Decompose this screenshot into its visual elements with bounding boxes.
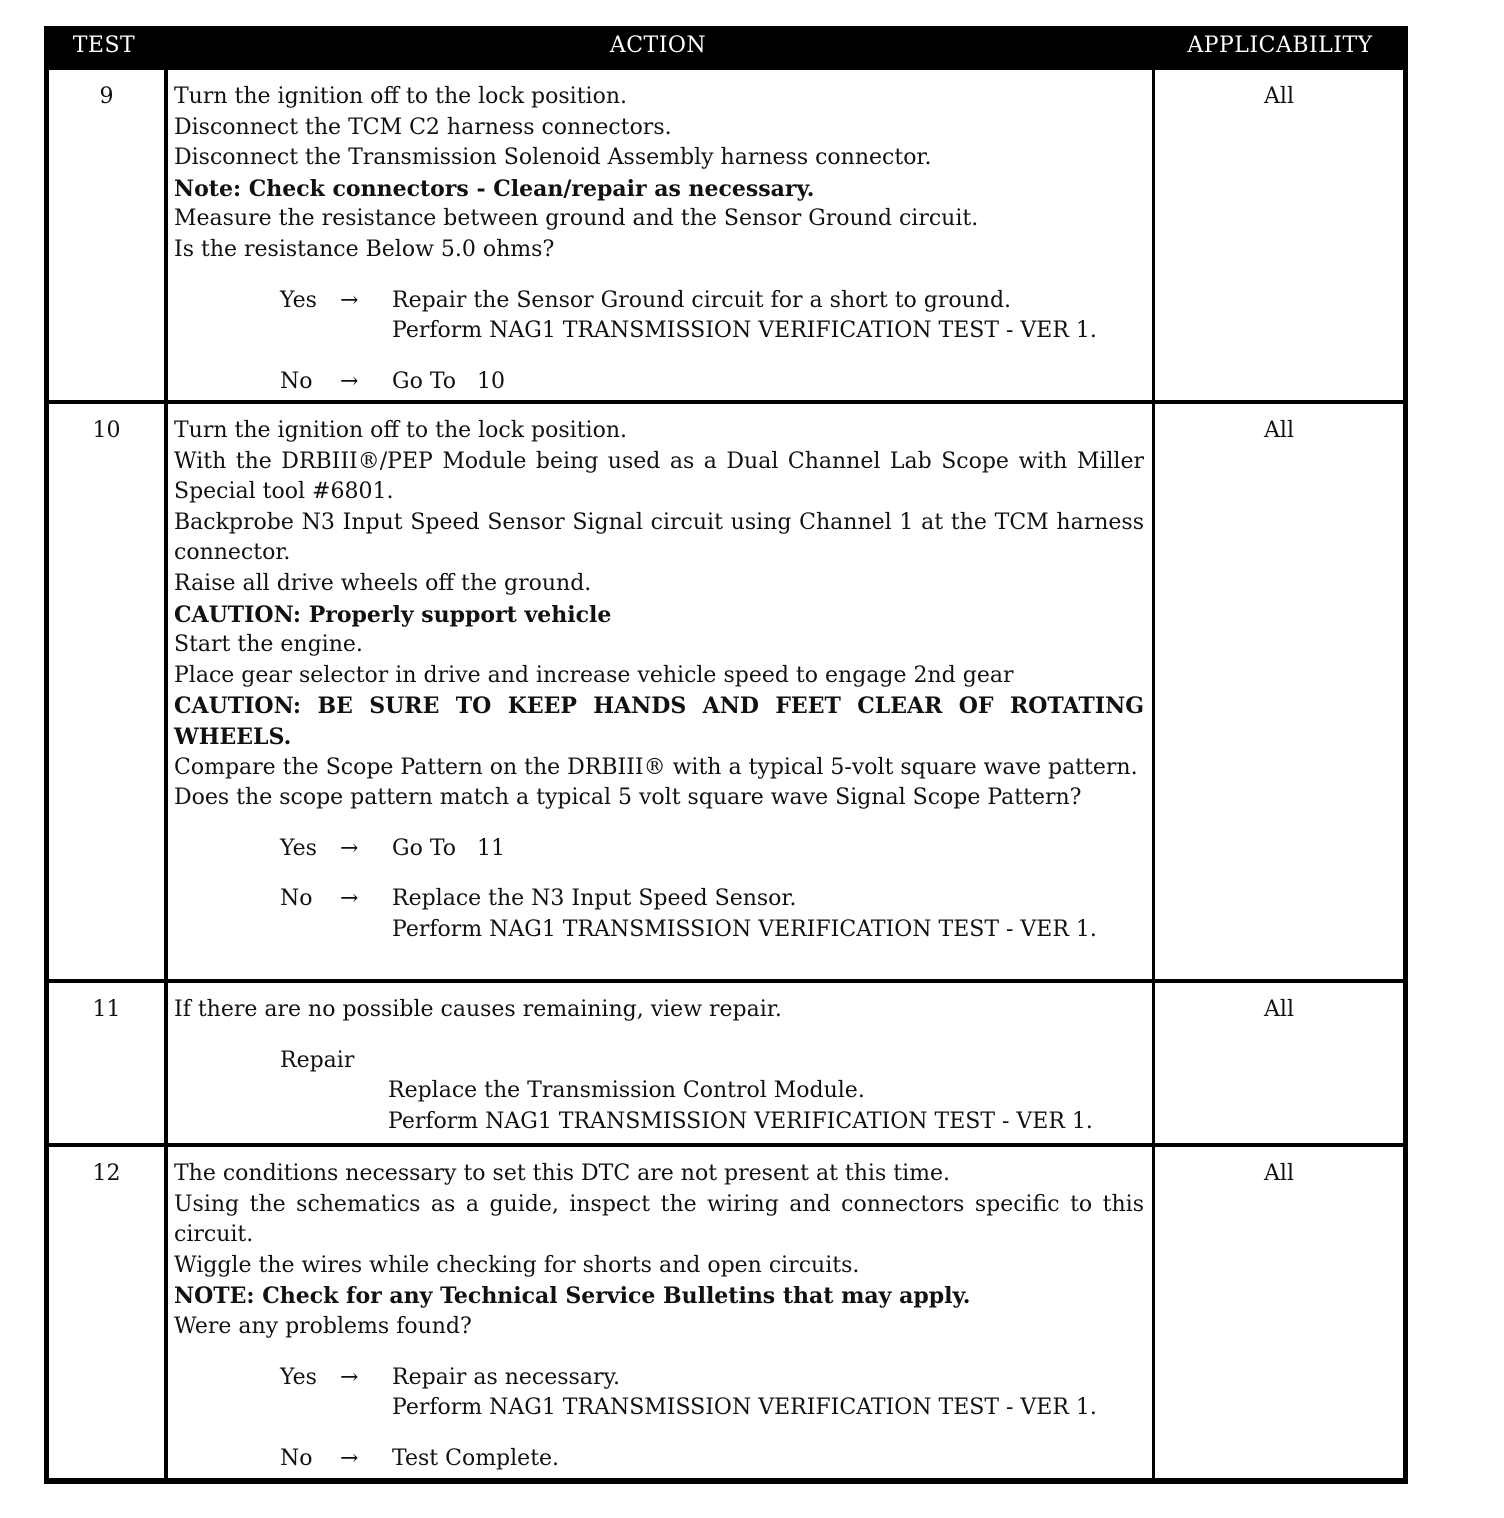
arrow-icon: → [340, 368, 359, 394]
yes-branch [174, 834, 1144, 865]
test-number-11: 11 [49, 983, 164, 1143]
action-line: Place gear selector in drive and increase vehicle speed to engage 2nd gear [174, 662, 1014, 688]
action-line: Wiggle the wires while checking for shorts and open circuits. [174, 1252, 860, 1278]
caution-line: CAUTION: BE SURE TO KEEP HANDS AND FEET CLEAR OF ROTATING WHEELS. [174, 693, 1144, 750]
applicability-11: All [1155, 983, 1403, 1143]
no-branch [174, 884, 1144, 945]
yes-branch [174, 1363, 1144, 1424]
action-cell-12 [168, 1147, 1152, 1478]
action-line: Is the resistance Below 5.0 ohms? [174, 236, 555, 262]
action-cell-11 [168, 983, 1152, 1143]
arrow-icon: → [340, 835, 359, 861]
no-result: Test Complete. [392, 1445, 560, 1471]
yes-result: Repair the Sensor Ground circuit for a short to ground. [392, 287, 1012, 313]
test-number-10: 10 [49, 404, 164, 979]
action-line: Were any problems found? [174, 1313, 472, 1339]
yes-result: Go To 11 [392, 835, 505, 861]
note-line: Note: Check connectors - Clean/repair as necessary. [174, 175, 815, 202]
yes-label: Yes [280, 287, 317, 313]
action-line: Turn the ignition off to the lock position. [174, 418, 627, 443]
action-line: Disconnect the TCM C2 harness connectors. [174, 114, 672, 140]
repair-line: Perform NAG1 TRANSMISSION VERIFICATION TEST - VER 1. [388, 1108, 1093, 1134]
arrow-icon: → [340, 1364, 359, 1390]
yes-branch [174, 286, 1144, 347]
no-branch [174, 1444, 1144, 1475]
arrow-icon: → [340, 1445, 359, 1471]
diagnostic-table [44, 26, 1408, 1484]
action-cell-9 [168, 70, 1152, 400]
yes-result: Repair as necessary. [392, 1364, 620, 1390]
no-result: Perform NAG1 TRANSMISSION VERIFICATION TEST - VER 1. [392, 916, 1097, 942]
no-result: Replace the N3 Input Speed Sensor. [392, 886, 797, 912]
arrow-icon: → [340, 886, 359, 912]
no-label: No [280, 368, 313, 394]
applicability-12: All [1155, 1147, 1403, 1478]
yes-label: Yes [280, 1364, 317, 1390]
repair-block [174, 1046, 1144, 1138]
action-line: Compare the Scope Pattern on the DRBIII® with a typical 5-volt square wave pattern. [174, 754, 1138, 780]
action-line: Turn the ignition off to the lock position. [174, 84, 627, 109]
action-line: Using the schematics as a guide, inspect the wiring and connectors specific to this circuit. [174, 1191, 1144, 1248]
action-line: Raise all drive wheels off the ground. [174, 570, 592, 596]
applicability-10: All [1155, 404, 1403, 979]
action-line: Backprobe N3 Input Speed Sensor Signal circuit using Channel 1 at the TCM harness connector. [174, 509, 1144, 566]
action-line: The conditions necessary to set this DTC are not present at this time. [174, 1161, 950, 1186]
no-result: Go To 10 [392, 368, 505, 394]
yes-result: Perform NAG1 TRANSMISSION VERIFICATION TEST - VER 1. [392, 318, 1097, 344]
repair-line: Replace the Transmission Control Module. [388, 1078, 865, 1104]
test-number-9: 9 [49, 70, 164, 400]
action-line: Measure the resistance between ground and the Sensor Ground circuit. [174, 206, 979, 232]
test-number-12: 12 [49, 1147, 164, 1478]
no-branch [174, 367, 1144, 398]
yes-label: Yes [280, 835, 317, 861]
action-line: Does the scope pattern match a typical 5 volt square wave Signal Scope Pattern? [174, 785, 1082, 811]
header-applicability: APPLICABILITY [1187, 33, 1373, 58]
action-line: With the DRBIII®/PEP Module being used as a Dual Channel Lab Scope with Miller Special tool #6801. [174, 448, 1144, 505]
caution-line: CAUTION: Properly support vehicle [174, 601, 612, 628]
applicability-9: All [1155, 70, 1403, 400]
no-label: No [280, 1445, 313, 1471]
header-test: TEST [72, 33, 136, 58]
arrow-icon: → [340, 287, 359, 313]
yes-result: Perform NAG1 TRANSMISSION VERIFICATION TEST - VER 1. [392, 1395, 1097, 1421]
no-label: No [280, 886, 313, 912]
note-line: NOTE: Check for any Technical Service Bulletins that may apply. [174, 1283, 971, 1310]
action-line: If there are no possible causes remaining, view repair. [174, 997, 782, 1022]
repair-label: Repair [280, 1047, 355, 1073]
action-line: Start the engine. [174, 632, 363, 658]
action-cell-10 [168, 404, 1152, 979]
header-action: ACTION [609, 33, 707, 58]
action-line: Disconnect the Transmission Solenoid Assembly harness connector. [174, 145, 932, 171]
